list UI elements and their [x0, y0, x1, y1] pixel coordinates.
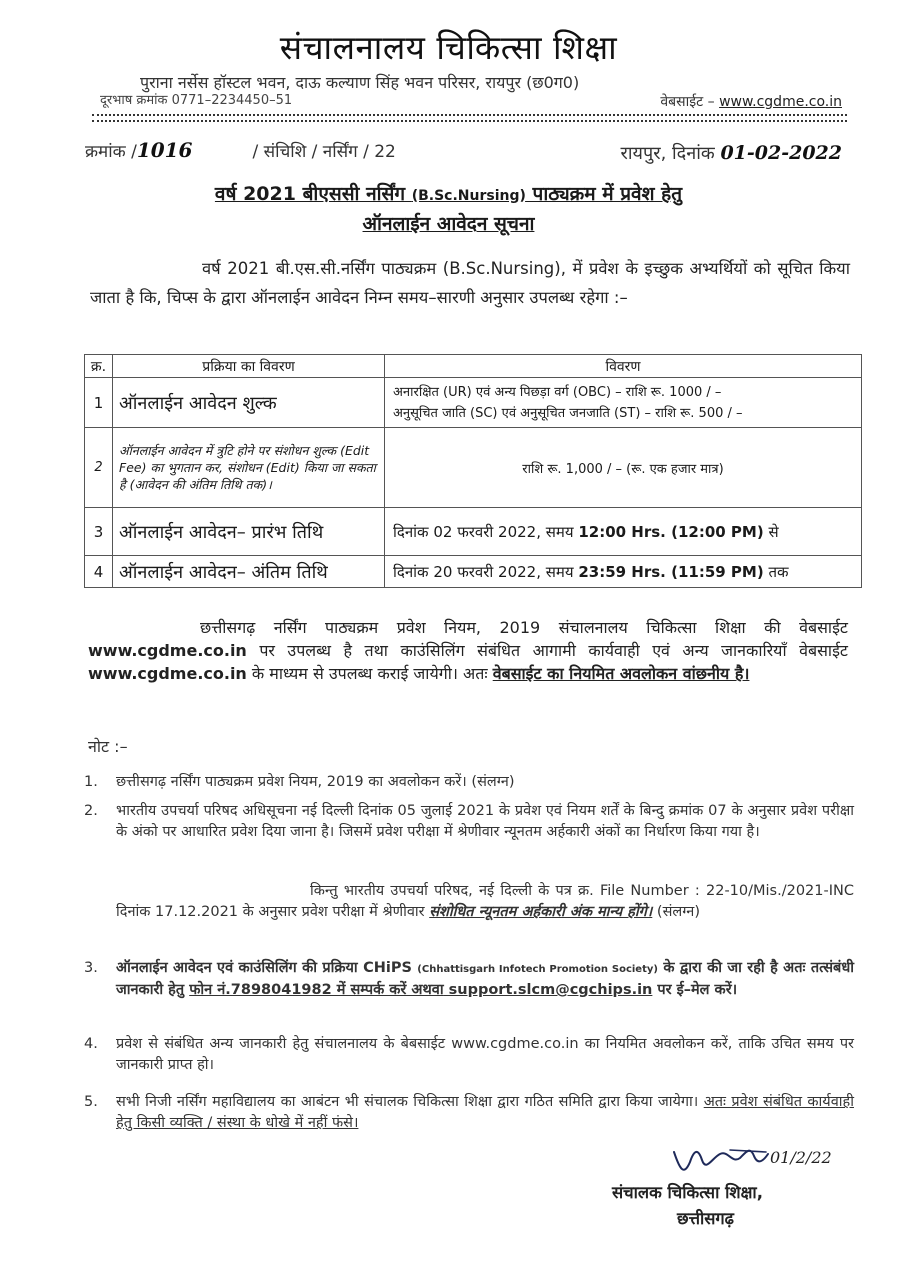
row-process: ऑनलाईन आवेदन– प्रारंभ तिथि [113, 508, 385, 556]
note-text [116, 881, 854, 923]
note-3-text-b: के द्वारा की जा रही है अतः तत्संबंधी जानकारी हेतु [116, 960, 855, 998]
date-label: रायपुर, दिनांक [620, 143, 721, 164]
website-link[interactable]: www.cgdme.co.in [719, 94, 842, 110]
note-3-text-a: ऑनलाईन आवेदन एवं काउंसिलिंग की प्रक्रिया CHiPS [116, 960, 418, 976]
note-3-org: (Chhattisgarh Infotech Promotion Society) [417, 964, 658, 975]
table-row [85, 508, 862, 556]
para-text-3: के माध्यम से उपलब्ध कराई जायेगी। अतः [246, 664, 493, 683]
note-item-3 [84, 958, 854, 1001]
note-3-phone[interactable]: फोन नं.7898041982 में सम्पर्क करें अथवा [189, 982, 444, 998]
note-3-email[interactable]: support.slcm@cgchips.in [443, 982, 653, 998]
notice-heading-1 [0, 180, 897, 206]
para-emphasis: वेबसाईट का नियमित अवलोकन वांछनीय है। [492, 664, 750, 683]
note-text [116, 1092, 854, 1134]
row-detail [385, 378, 862, 428]
website-label: वेबसाईट – [660, 94, 720, 110]
para-url-1[interactable]: www.cgdme.co.in [88, 641, 247, 660]
signatory-designation: संचालक चिकित्सा शिक्षा, [612, 1183, 763, 1202]
table-header-row [85, 355, 862, 378]
table-row [85, 428, 862, 508]
note-text: भारतीय उपचर्या परिषद अधिसूचना नई दिल्ली दिनांक 05 जुलाई 2021 के प्रवेश एवं नियम शर्तें के बिन्दु क्रमांक 07 के अनुसार प्रवेश परीक्षा के अंको पर आधारित प्रवेश दिया जाना है। जिसमें प्रवेश परीक्षा में श्रेणीवार न्यूनतम अर्हकारी अंकों का निर्धारण किया गया है। [116, 803, 854, 840]
header-divider-2 [92, 120, 847, 122]
row-process: ऑनलाईन आवेदन शुल्क [113, 378, 385, 428]
note-item-4 [84, 1034, 854, 1076]
table-row [85, 556, 862, 588]
ref-prefix: क्रमांक / [85, 142, 137, 162]
row-process: ऑनलाईन आवेदन में त्रुटि होने पर संशोधन शुल्क (Edit Fee) का भुगतान कर, संशोधन (Edit) किया जा सकता है (आवेदन की अंतिम तिथि तक)। [113, 428, 385, 508]
end-time: 23:59 Hrs. (11:59 PM) [578, 562, 764, 581]
note-number: 5. [84, 1094, 98, 1110]
reference-number [85, 138, 396, 162]
col-header-detail: विवरण [385, 355, 862, 378]
heading-1c: पाठ्यक्रम में प्रवेश हेतु [525, 183, 683, 205]
note-text [116, 958, 854, 1001]
row-sn: 1 [85, 378, 113, 428]
reference-date [621, 141, 842, 165]
note-number: 2. [84, 803, 98, 819]
note-2b-suffix: (संलग्न) [652, 904, 700, 920]
note-item-5 [84, 1092, 854, 1134]
note-number: 3. [84, 960, 98, 976]
start-suffix: से [763, 522, 779, 541]
signatory-state: छत्तीसगढ़ [677, 1209, 734, 1228]
note-text: प्रवेश से संबंधित अन्य जानकारी हेतु संचालनालय के बेबसाईट www.cgdme.co.in का नियमित अवलोकन करें, ताकि उचित समय पर जानकारी प्राप्त हो। [116, 1036, 854, 1073]
heading-1a: वर्ष 2021 बीएससी नर्सिंग [214, 183, 412, 205]
para-text-1: छत्तीसगढ़ नर्सिंग पाठ्यक्रम प्रवेश नियम, 2019 संचालनालय चिकित्सा शिक्षा की वेबसाईट [200, 618, 848, 637]
col-header-sn: क्र. [85, 355, 113, 378]
end-date: दिनांक 20 फरवरी 2022, समय [393, 562, 579, 581]
note-text: छत्तीसगढ़ नर्सिंग पाठ्यक्रम प्रवेश नियम, 2019 का अवलोकन करें। (संलग्न) [116, 774, 515, 790]
note-item-2 [84, 801, 854, 843]
intro-paragraph: वर्ष 2021 बी.एस.सी.नर्सिंग पाठ्यक्रम (B.Sc.Nursing), में प्रवेश के इच्छुक अभ्यर्थियों को सूचित किया जाता है कि, चिप्स के द्वारा ऑनलाईन आवेदन निम्न समय–सारणी अनुसार उपलब्ध रहेगा :– [90, 259, 850, 307]
row-detail [385, 556, 862, 588]
office-phone: दूरभाष क्रमांक 0771–2234450–51 [100, 93, 293, 108]
note-5-warning: अतः प्रवेश संबंधित कार्यवाही हेतु किसी व्यक्ति / संस्था के धोखे में नहीं फंसे। [116, 1094, 854, 1131]
para-url-2[interactable]: www.cgdme.co.in [88, 664, 247, 683]
note-item-2-continued [84, 881, 854, 923]
note-label: नोट :– [88, 737, 128, 756]
note-5-text: सभी निजी नर्सिंग महाविद्यालय का आबंटन भी संचालक चिकित्सा शिक्षा द्वारा गठित समिति द्वारा किया जायेगा। [116, 1094, 704, 1110]
note-number: 1. [84, 774, 98, 790]
row-sn: 4 [85, 556, 113, 588]
end-suffix: तक [763, 562, 789, 581]
row-process: ऑनलाईन आवेदन– अंतिम तिथि [113, 556, 385, 588]
notice-heading-2: ऑनलाईन आवेदन सूचना [362, 213, 535, 235]
start-time: 12:00 Hrs. (12:00 PM) [578, 522, 764, 541]
note-item-1 [84, 772, 854, 793]
col-header-process: प्रक्रिया का विवरण [113, 355, 385, 378]
date-handwritten: 01-02-2022 [720, 142, 842, 164]
table-row [85, 378, 862, 428]
office-website [660, 92, 842, 111]
row-detail [385, 508, 862, 556]
schedule-table [84, 354, 862, 588]
heading-1b: (B.Sc.Nursing) [411, 188, 526, 204]
fee-reserved: अनुसूचित जाति (SC) एवं अनुसूचित जनजाति (ST) – राशि रू. 500 / – [393, 405, 743, 421]
row-sn: 3 [85, 508, 113, 556]
ref-suffix: / संचिशि / नर्सिंग / 22 [252, 142, 396, 162]
note-2b-text: किन्तु भारतीय उपचर्या परिषद, नई दिल्ली के पत्र क्र. File Number : 22-10/Mis./2021-INC दिनांक 17.12.2021 के अनुसार प्रवेश परीक्षा में श्रेणीवार [116, 883, 854, 920]
start-date: दिनांक 02 फरवरी 2022, समय [393, 522, 579, 541]
row-detail: राशि रू. 1,000 / – (रू. एक हजार मात्र) [385, 428, 862, 508]
header-divider-1 [92, 114, 847, 116]
office-address: पुराना नर्सेस हॉस्टल भवन, दाऊ कल्याण सिंह भवन परिसर, रायपुर (छ0ग0) [140, 73, 580, 92]
row-sn: 2 [85, 428, 113, 508]
fee-general: अनारक्षित (UR) एवं अन्य पिछड़ा वर्ग (OBC) – राशि रू. 1000 / – [393, 384, 722, 400]
office-title: संचालनालय चिकित्सा शिक्षा [279, 28, 618, 67]
note-3-text-c: पर ई–मेल करें। [652, 982, 738, 998]
note-2b-emphasis: संशोधित न्यूनतम अर्हकारी अंक मान्य होंगे। [429, 904, 653, 920]
note-number: 4. [84, 1036, 98, 1052]
para-text-2: पर उपलब्ध है तथा काउंसिलिंग संबंधित आगामी कार्यवाही एवं अन्य जानकारियॉं वेबसाईट [246, 641, 848, 660]
rules-paragraph [88, 616, 848, 685]
ref-handwritten-number: 1016 [136, 138, 193, 162]
signature-date: 01/2/22 [770, 1148, 832, 1167]
